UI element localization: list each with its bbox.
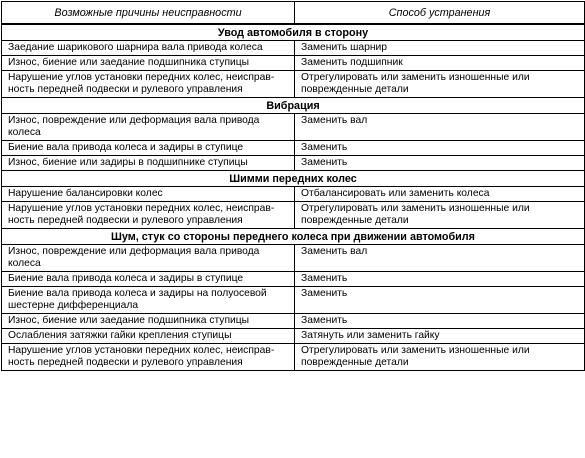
remedy-cell: Заменить вал (295, 114, 585, 141)
section-row (2, 171, 585, 187)
remedy-cell: Заменить шарнир (295, 41, 585, 56)
table-row (2, 141, 585, 156)
cause-cell: Износ, повреждение или деформация вала привода колеса (2, 114, 295, 141)
remedy-cell: Заменить подшипник (295, 56, 585, 71)
table-body (2, 24, 585, 371)
remedy-cell: Заменить (295, 314, 585, 329)
table-row (2, 287, 585, 314)
table-row (2, 187, 585, 202)
section-row (2, 24, 585, 41)
table-row (2, 56, 585, 71)
table-row (2, 41, 585, 56)
cause-cell: Нарушение углов установки передних колес, неисправ- ность передней подвески и рулевого управления (2, 344, 295, 371)
table-row (2, 329, 585, 344)
table-row (2, 344, 585, 371)
section-title: Шимми передних колес (2, 171, 585, 187)
troubleshooting-table (1, 1, 585, 371)
table-row (2, 114, 585, 141)
table-row (2, 272, 585, 287)
cause-cell: Нарушение балансировки колес (2, 187, 295, 202)
remedy-cell: Отрегулировать или заменить изношенные или поврежденные детали (295, 202, 585, 229)
table-row (2, 314, 585, 329)
cause-cell: Заедание шарикового шарнира вала привода колеса (2, 41, 295, 56)
remedy-cell: Отбалансировать или заменить колеса (295, 187, 585, 202)
remedy-cell: Заменить (295, 156, 585, 171)
section-title: Вибрация (2, 98, 585, 114)
remedy-cell: Затянуть или заменить гайку (295, 329, 585, 344)
table-header-row (2, 2, 585, 25)
cause-cell: Биение вала привода колеса и задиры на полуосевой шестерне дифференциала (2, 287, 295, 314)
remedy-cell: Отрегулировать или заменить изношенные или поврежденные детали (295, 344, 585, 371)
cause-cell: Нарушение углов установки передних колес, неисправ- ность передней подвески и рулевого управления (2, 202, 295, 229)
table-row (2, 202, 585, 229)
header-remedy: Способ устранения (295, 2, 585, 25)
cause-cell: Износ, повреждение или деформация вала привода колеса (2, 245, 295, 272)
table-row (2, 156, 585, 171)
remedy-cell: Отрегулировать или заменить изношенные или поврежденные детали (295, 71, 585, 98)
cause-cell: Износ, биение или заедание подшипника ступицы (2, 314, 295, 329)
remedy-cell: Заменить (295, 287, 585, 314)
section-title: Увод автомобиля в сторону (2, 24, 585, 41)
remedy-cell: Заменить (295, 272, 585, 287)
table-row (2, 71, 585, 98)
section-row (2, 98, 585, 114)
remedy-cell: Заменить вал (295, 245, 585, 272)
section-title: Шум, стук со стороны переднего колеса при движении автомобиля (2, 229, 585, 245)
table-row (2, 245, 585, 272)
header-cause: Возможные причины неисправности (2, 2, 295, 25)
cause-cell: Нарушение углов установки передних колес, неисправ- ность передней подвески и рулевого управления (2, 71, 295, 98)
section-row (2, 229, 585, 245)
cause-cell: Биение вала привода колеса и задиры в ступице (2, 272, 295, 287)
remedy-cell: Заменить (295, 141, 585, 156)
cause-cell: Износ, биение или заедание подшипника ступицы (2, 56, 295, 71)
cause-cell: Биение вала привода колеса и задиры в ступице (2, 141, 295, 156)
cause-cell: Ослабления затяжки гайки крепления ступицы (2, 329, 295, 344)
cause-cell: Износ, биение или задиры в подшипнике ступицы (2, 156, 295, 171)
